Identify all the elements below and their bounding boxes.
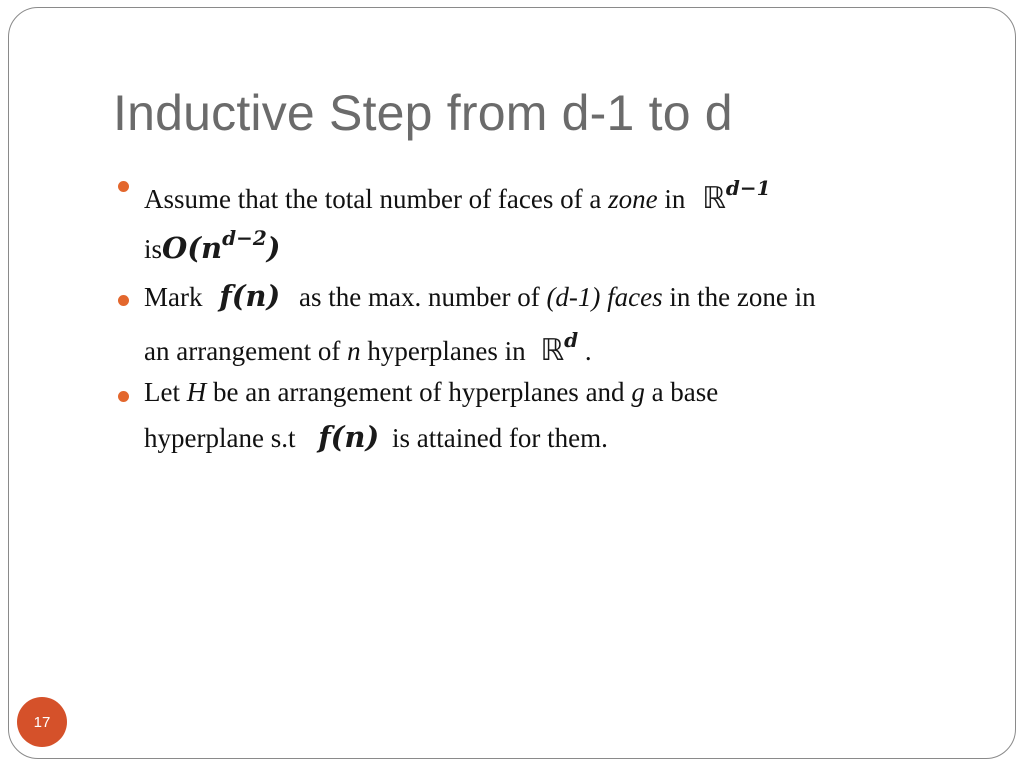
bullet-2-line-1 bbox=[144, 278, 816, 315]
bullet-2-line-2 bbox=[144, 322, 592, 369]
text: is attained for them. bbox=[391, 423, 608, 453]
math-f-of-n: f(n) bbox=[318, 420, 380, 454]
italic-text: H bbox=[186, 377, 207, 407]
italic-text: (d-1) faces bbox=[546, 282, 663, 312]
italic-text: g bbox=[631, 377, 645, 407]
text: Mark bbox=[144, 282, 203, 312]
text: is bbox=[144, 234, 163, 264]
text: Let bbox=[144, 377, 180, 407]
slide-title: Inductive Step from d-1 to d bbox=[113, 85, 733, 141]
bullet-1-line-2 bbox=[144, 220, 281, 267]
text: a base bbox=[651, 377, 719, 407]
math-big-o: $O(n^{d-2})$ bbox=[162, 226, 281, 265]
bullet-dot-icon bbox=[118, 295, 129, 306]
italic-text: zone bbox=[608, 184, 658, 214]
math-real-space-d-minus-1: ℝ$^{d-1}$ bbox=[702, 176, 771, 216]
page-number-badge: 17 bbox=[17, 697, 67, 747]
italic-text: n bbox=[347, 336, 361, 366]
math-real-space-d: ℝ$^d$ bbox=[540, 328, 579, 368]
bullet-3-line-2 bbox=[144, 419, 608, 456]
text: hyperplanes in bbox=[367, 336, 526, 366]
text: Assume that the total number of faces of a bbox=[144, 184, 602, 214]
text: as the max. number of bbox=[299, 282, 540, 312]
text: be an arrangement of hyperplanes and bbox=[212, 377, 625, 407]
text: . bbox=[584, 336, 592, 366]
text: an arrangement of bbox=[144, 336, 341, 366]
bullet-3-line-1 bbox=[144, 374, 718, 410]
text: in the zone in bbox=[669, 282, 816, 312]
bullet-dot-icon bbox=[118, 391, 129, 402]
bullet-dot-icon bbox=[118, 181, 129, 192]
text: in bbox=[664, 184, 686, 214]
text: hyperplane s.t bbox=[144, 423, 296, 453]
math-f-of-n: f(n) bbox=[219, 279, 281, 313]
bullet-1-line-1 bbox=[144, 170, 771, 217]
